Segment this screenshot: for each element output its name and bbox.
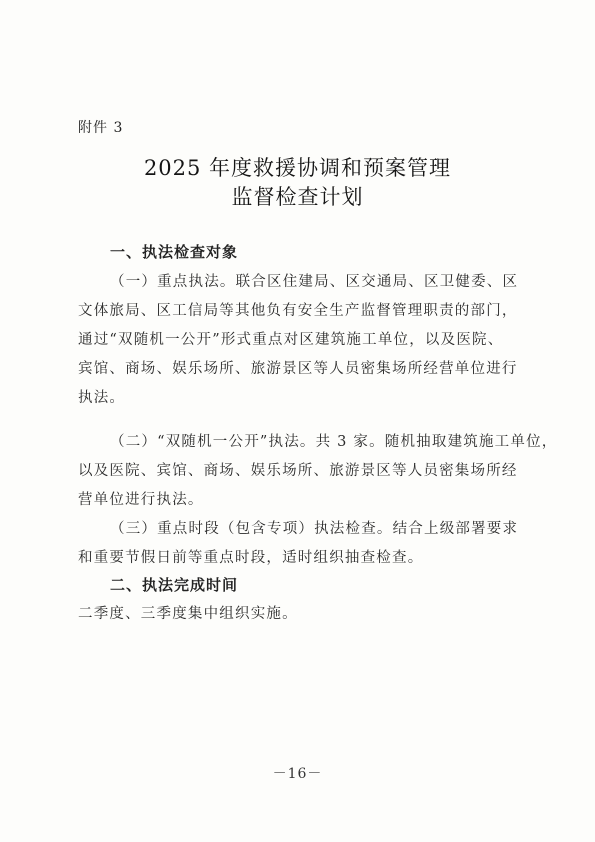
paragraph-line: 宾馆、商场、娱乐场所、旅游景区等人员密集场所经营单位进行 [78, 361, 518, 377]
paragraph-line: 以及医院、宾馆、商场、娱乐场所、旅游景区等人员密集场所经 [78, 463, 518, 479]
paragraph-line: 通过“双随机一公开”形式重点对区建筑施工单位，以及医院、 [78, 332, 504, 348]
document-title-line-1: 2025 年度救援协调和预案管理 [143, 156, 452, 180]
paragraph-line: （二）“双随机一公开”执法。共 3 家。随机抽取建筑施工单位， [110, 434, 558, 450]
paragraph-line: 营单位进行执法。 [78, 492, 204, 508]
paragraph-line: 文体旅局、区工信局等其他负有安全生产监督管理职责的部门， [78, 303, 518, 319]
paragraph-line: 执法。 [78, 390, 126, 406]
attachment-label: 附件 3 [78, 120, 124, 136]
paragraph-line: 和重要节假日前等重点时段，适时组织抽查检查。 [78, 550, 424, 566]
paragraph-line: （一）重点执法。联合区住建局、区交通局、区卫健委、区 [110, 274, 519, 290]
paragraph-line: （三）重点时段（包含专项）执法检查。结合上级部署要求 [110, 521, 519, 537]
section-2-heading: 二、执法完成时间 [110, 576, 239, 594]
paragraph-line: 二季度、三季度集中组织实施。 [78, 606, 298, 622]
section-1-heading: 一、执法检查对象 [110, 243, 239, 261]
document-title-line-2: 监督检查计划 [231, 185, 364, 209]
page-number: －16－ [272, 766, 323, 782]
